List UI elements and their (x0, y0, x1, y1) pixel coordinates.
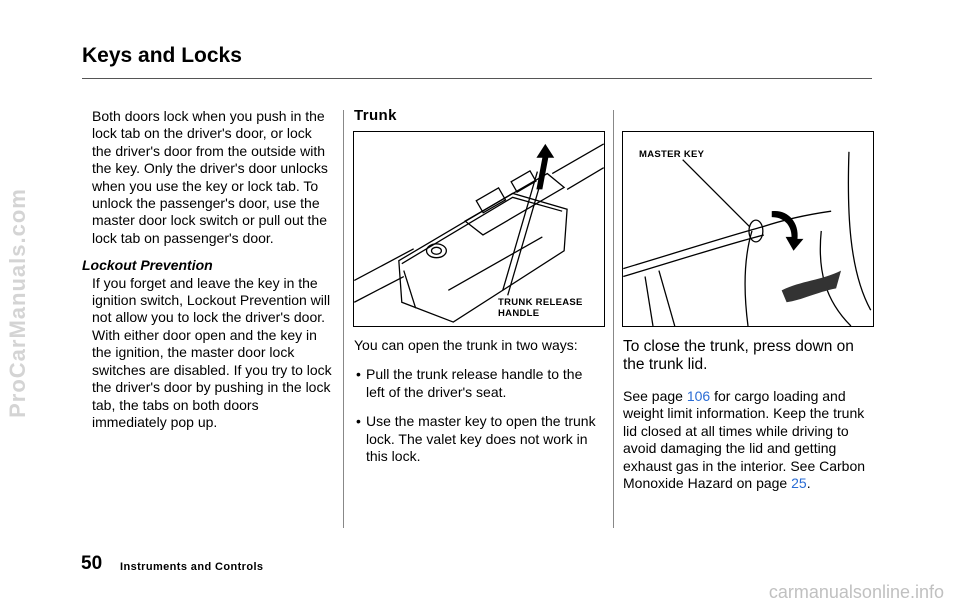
page-link-25[interactable]: 25 (791, 475, 807, 492)
bullet-release-handle: • Pull the trunk release handle to the left of the driver's seat. (356, 366, 583, 400)
page-section-name: Instruments and Controls (120, 561, 264, 573)
master-key-label: MASTER KEY (639, 149, 705, 160)
paragraph-door-locks: Both doors lock when you push in the lock tab on the driver's door, or lock the driver's door from the outside with the key. Only the driver's door unlocks when you use the key or lock tab. To unlock the passenger's door, use the master door lock switch or pull out the lock tab on passenger's door. (92, 108, 328, 246)
bullet-dot: • (356, 413, 361, 430)
subheading-lockout-prevention: Lockout Prevention (82, 257, 213, 274)
paragraph-lockout-prevention: If you forget and leave the key in the ignition switch, Lockout Prevention will not allow you to lock the driver's door. With either door open and the key in the ignition, the master door lock switches are disabled. If you try to lock the driver's door by pushing in the lock tab, the tabs on both doors immediately pop up. (92, 274, 332, 430)
column-divider-2 (613, 110, 614, 528)
bottom-watermark: carmanualsonline.info (768, 582, 944, 602)
bullet-master-key: • Use the master key to open the trunk lock. The valet key does not work in this lock. (356, 413, 596, 465)
trunk-release-figure (353, 131, 605, 327)
column-3 (623, 338, 875, 492)
close-trunk-text: To close the trunk, press down on the trunk lid. (623, 338, 854, 373)
trunk-intro: You can open the trunk in two ways: (354, 337, 578, 353)
side-watermark: ProCarManuals.com (5, 188, 30, 418)
column-divider-1 (343, 110, 344, 528)
page-link-106[interactable]: 106 (686, 388, 711, 404)
page-title: Keys and Locks (82, 44, 242, 67)
header-rule (82, 78, 872, 79)
trunk-release-label: TRUNK RELEASE HANDLE (498, 297, 583, 319)
master-key-figure (622, 131, 874, 327)
cargo-paragraph: See page 106 for cargo loading and weight limit information. Keep the trunk lid closed at all times while driving to avoid damaging the lid and getting exhaust gas in the interior. See Carbon Monoxide Hazard on page 25. (623, 388, 866, 492)
column-2 (354, 337, 604, 465)
page-number: 50 (81, 553, 103, 574)
bullet-dot: • (356, 366, 361, 383)
column-1 (82, 108, 332, 431)
master-key-illustration (623, 132, 873, 326)
section-heading-trunk: Trunk (354, 107, 397, 124)
